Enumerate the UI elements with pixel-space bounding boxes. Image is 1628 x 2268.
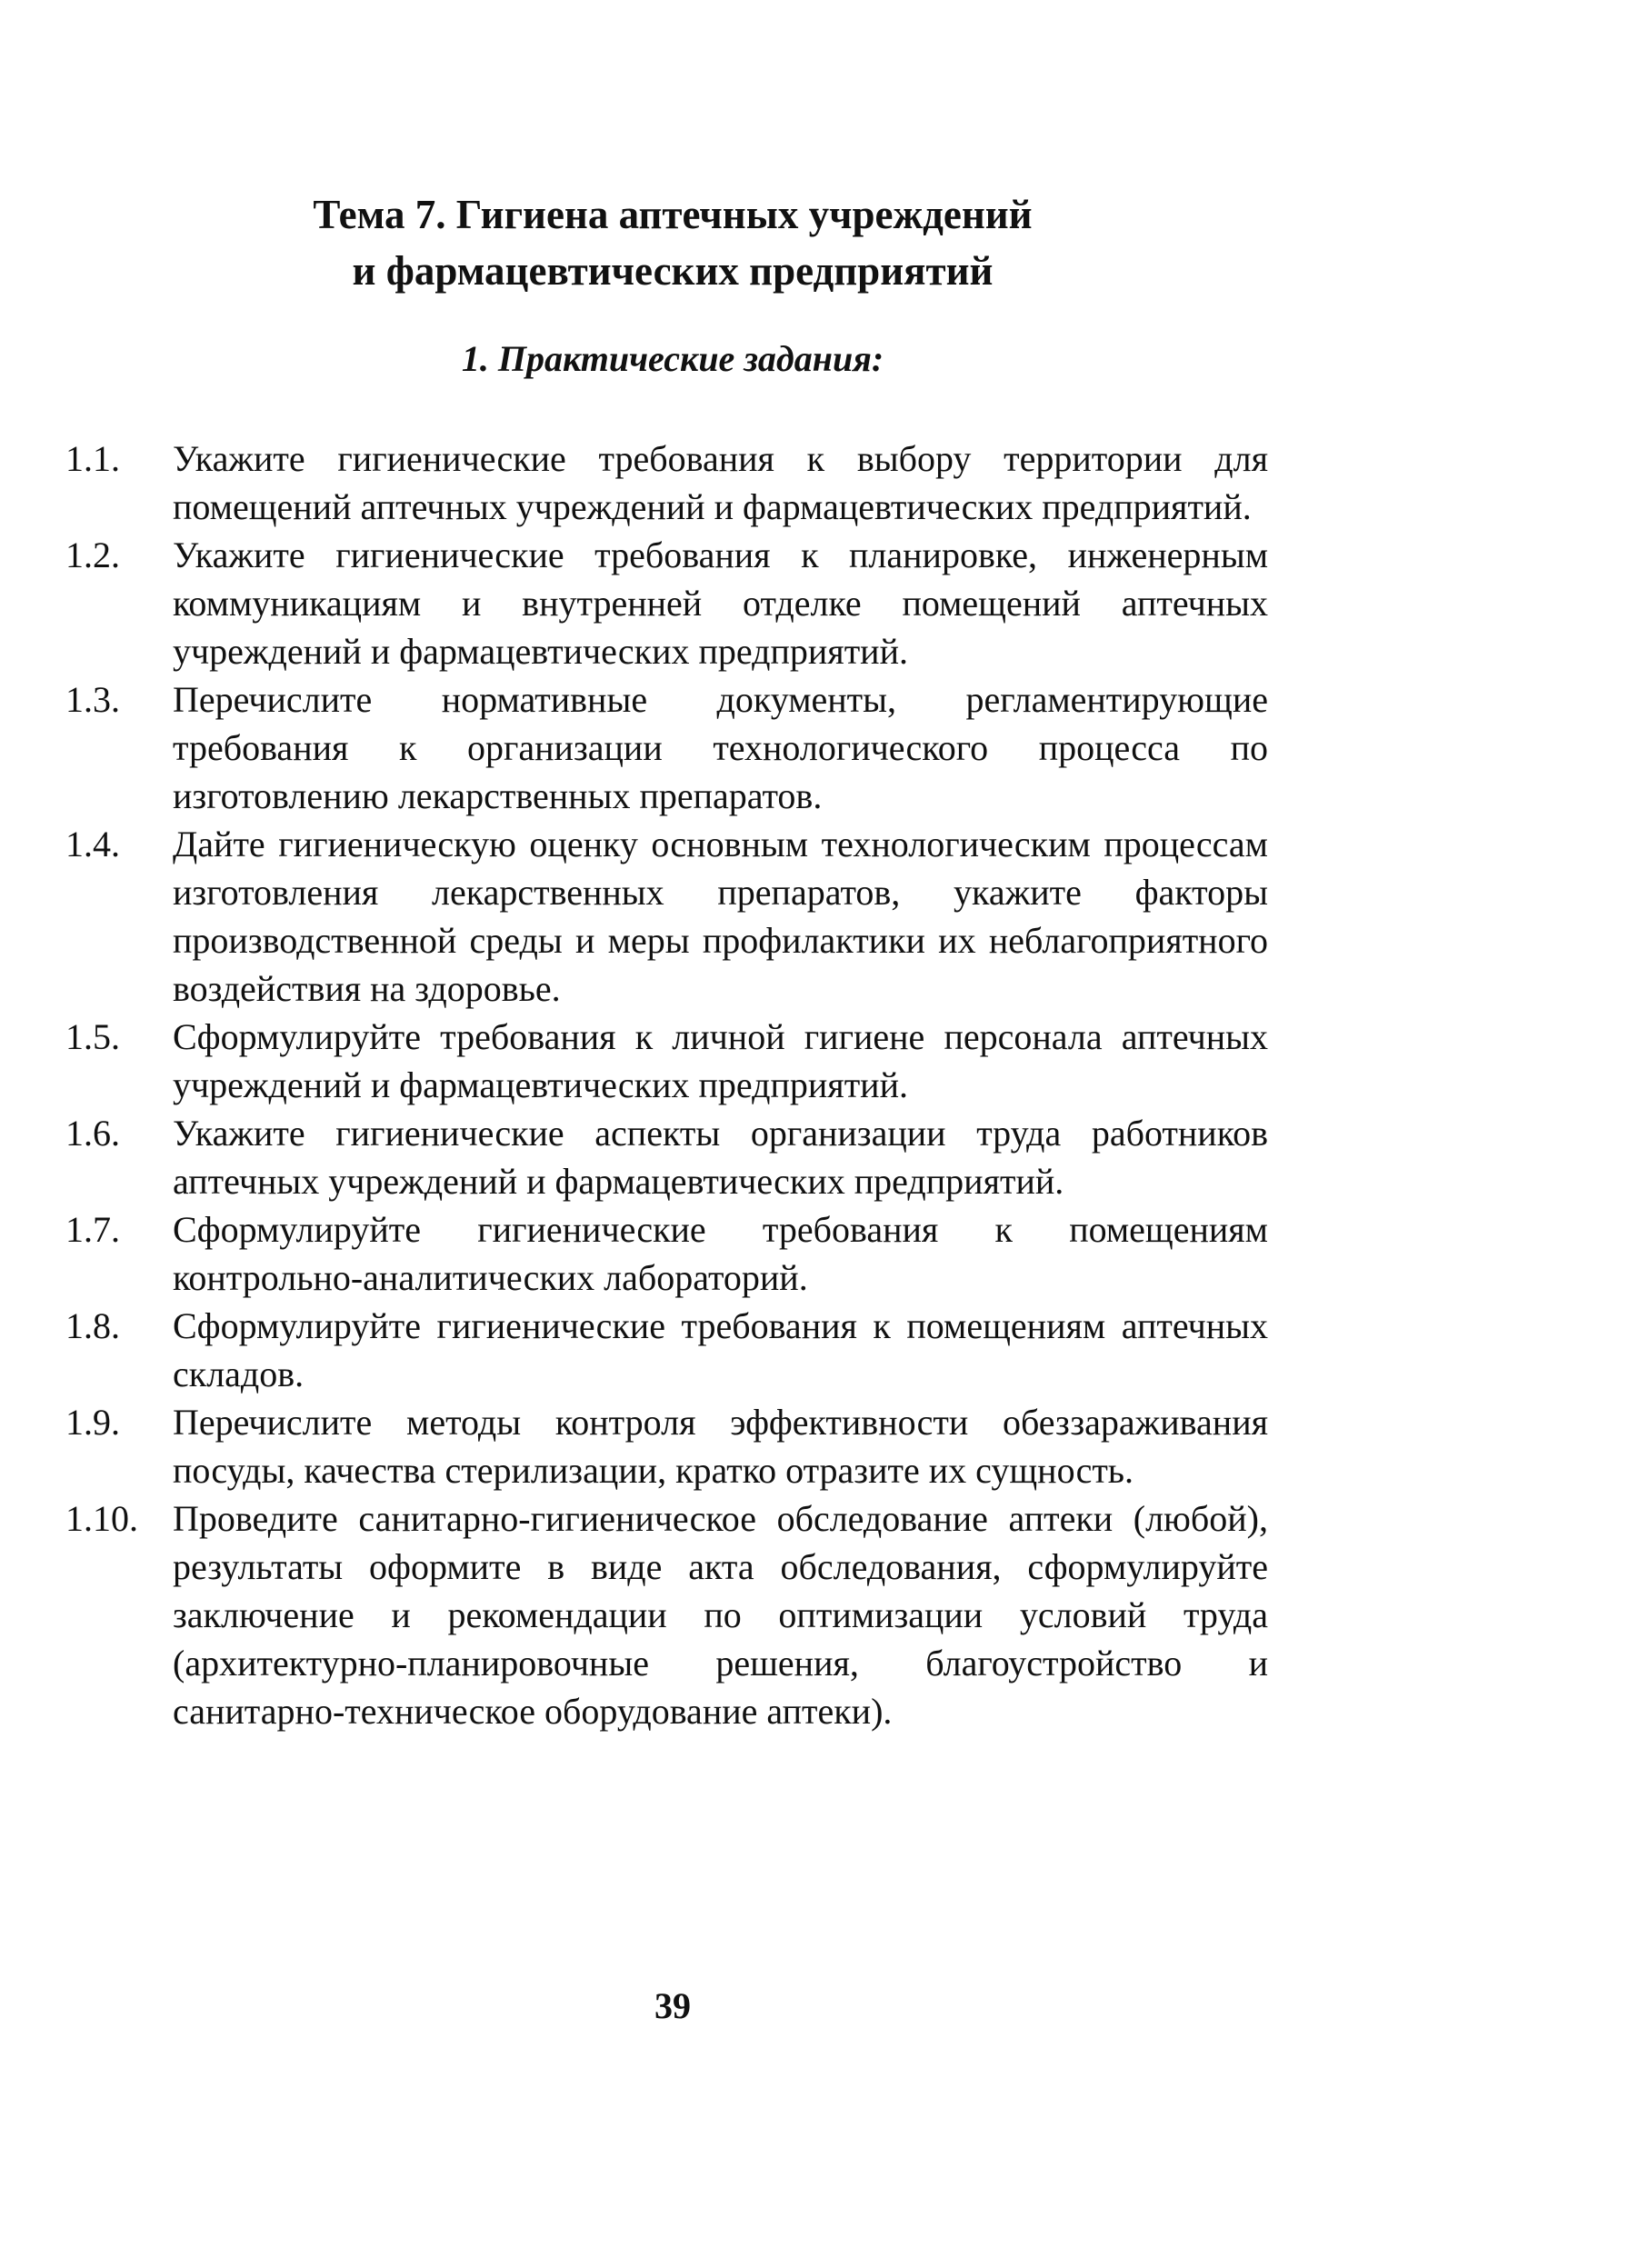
page-title: [182, 186, 1164, 299]
task-number: 1.6.: [65, 1113, 120, 1154]
title-line-2: и фармацевтических предприятий: [352, 248, 994, 294]
list-item: [0, 1398, 1628, 1494]
task-text: Укажите гигиенические аспекты организации труда работников аптечных учреждений и фармацевтических предприятий.: [173, 1113, 1268, 1202]
list-item: [0, 1302, 1628, 1398]
task-text: Укажите гигиенические требования к планировке, инженерным коммуникациям и внутренней отделке помещений аптечных учреждений и фармацевтических предприятий.: [173, 535, 1268, 672]
list-item: [0, 675, 1628, 820]
task-text: Укажите гигиенические требования к выбору территории для помещений аптечных учреждений и фармацевтических предприятий.: [173, 438, 1268, 527]
task-text: Сформулируйте гигиенические требования к помещениям контрольно-аналитических лабораторий.: [173, 1209, 1268, 1298]
task-text: Сформулируйте требования к личной гигиене персонала аптечных учреждений и фармацевтических предприятий.: [173, 1016, 1268, 1105]
task-number: 1.2.: [65, 535, 120, 575]
task-number: 1.10.: [65, 1498, 138, 1539]
list-item: [0, 435, 1628, 531]
section-heading: 1. Практические задания:: [461, 338, 884, 379]
list-item: [0, 1494, 1628, 1735]
task-text: Перечислите нормативные документы, регламентирующие требования к организации технологического процесса по изготовлению лекарственных препаратов.: [173, 679, 1268, 816]
task-number: 1.7.: [65, 1209, 120, 1250]
list-item: [0, 1205, 1628, 1302]
task-text: Дайте гигиеническую оценку основным технологическим процессам изготовления лекарственных препаратов, укажите факторы производственной среды и меры профилактики их неблагоприятного воздействия на здоровье.: [173, 824, 1268, 1009]
task-number: 1.8.: [65, 1305, 120, 1346]
task-text: Сформулируйте гигиенические требования к помещениям аптечных складов.: [173, 1305, 1268, 1394]
list-item: [0, 1109, 1628, 1205]
list-item: [0, 820, 1628, 1013]
list-item: [0, 1013, 1628, 1109]
page-number: 39: [654, 1985, 691, 2026]
task-number: 1.9.: [65, 1402, 120, 1443]
task-number: 1.4.: [65, 824, 120, 864]
task-text: Проведите санитарно-гигиеническое обследование аптеки (любой), результаты оформите в виде акта обследования, сформулируйте заключение и рекомендации по оптимизации условий труда (архитектурно-планировочные решения, благоустройство и санитарно-техническое оборудование аптеки).: [173, 1498, 1268, 1732]
task-number: 1.3.: [65, 679, 120, 720]
task-text: Перечислите методы контроля эффективности обеззараживания посуды, качества стерилизации, кратко отразите их сущность.: [173, 1402, 1268, 1491]
title-line-1: Тема 7. Гигиена аптечных учреждений: [313, 192, 1033, 237]
task-number: 1.5.: [65, 1016, 120, 1057]
task-list: [0, 435, 1628, 1735]
list-item: [0, 531, 1628, 675]
task-number: 1.1.: [65, 438, 120, 479]
